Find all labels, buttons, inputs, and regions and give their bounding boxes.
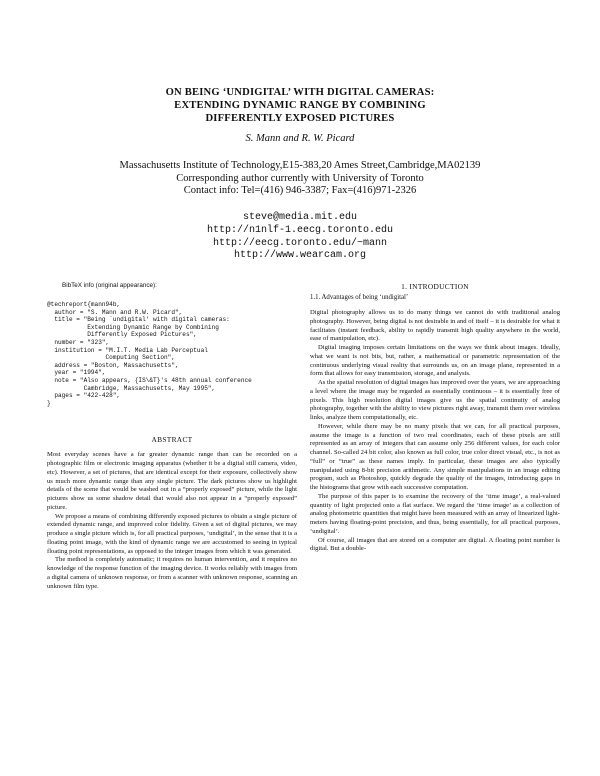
- authors: S. Mann and R. W. Picard: [245, 133, 355, 144]
- intro-paragraph: Digital imaging imposes certain limitations on the ways we think about images. Ideally, what we want is not bits, but, rather, a mathematical or parametric representation of the continuous underlying visual reality that surrounds us, on an image plane, represented in a form that allows for easy transmission, storage, and analysis.: [310, 344, 560, 378]
- bibtex-line: number = "323",: [47, 338, 110, 346]
- abstract-paragraph: The method is completely automatic; it requires no human intervention, and it requires no knowledge of the response function of the imaging device. It works reliably with images from a digital camera of unknown response, or from a scanner with unknown response, scanning an unknown film type.: [47, 556, 297, 590]
- left-column: [47, 282, 297, 591]
- introduction-heading: 1. INTRODUCTION: [401, 282, 469, 291]
- affiliation-line: Corresponding author currently with University of Toronto: [176, 172, 424, 184]
- subsection-heading: 1.1. Advantages of being ‘undigital’: [310, 294, 409, 301]
- bibtex-line: Computing Section",: [47, 354, 175, 362]
- intro-paragraph: The purpose of this paper is to examine the recovery of the ‘time image’, a real-valued quantity of light projected onto a flat surface. We regard the ‘time image’ as a collection of analog photometric quantities that might have been measured with an array of linearized light-meters having floating-point precision, and thus, being essentially, for all practical purposes, ‘undigital’.: [310, 492, 560, 535]
- abstract-heading: ABSTRACT: [151, 435, 193, 445]
- bibtex-heading: BibTeX info (original appearance):: [62, 282, 157, 289]
- bibtex-line: Cambridge, Massachusetts, May 1995",: [47, 384, 216, 392]
- bibtex-line: title = "Being `undigital' with digital cameras:: [47, 316, 230, 324]
- affiliation-line: Massachusetts Institute of Technology,E15-383,20 Ames Street,Cambridge,MA02139: [119, 160, 481, 171]
- url-link[interactable]: http://www.wearcam.org: [233, 250, 367, 262]
- bibtex-line: @techreport{mann94b,: [47, 301, 121, 308]
- bibtex-line: note = "Also appears, {IS\&T}'s 48th annual conference: [47, 376, 252, 384]
- introduction-body: [310, 309, 560, 554]
- url-link[interactable]: http://eecg.toronto.edu/~mann: [212, 237, 388, 249]
- affiliation: [0, 160, 600, 198]
- abstract-paragraph: Most everyday scenes have a far greater dynamic range than can be recorded on a photographic film or electronic imaging apparatus (whether it be a digital still camera, video, etc). However, a set of pictures, that are identical except for their exposure, collectively show us much more dynamic range than any single picture. The dark pictures show us highlight details of the scene that would be washed out in a “properly exposed” picture, while the light pictures show us some shadow detail that would also not appear in a “properly exposed” picture.: [47, 451, 297, 511]
- intro-paragraph: However, while there may be no many pixels that we can, for all practical purposes, assume the image is a function of two real coordinates, each of these pixels are still represented as an array of integers that can assume only 256 different values, for each color channel. So-called 24 bit color, also known as full color, true color direct visual, etc., is not as “full” or “true” as these names imply. In particular, these images are also typically manipulated using 8-bit precision arithmetic. Any simple manipulations in an image editing program, such as Photoshop, quickly degrade the quality of the images, introducing gaps in the histograms that grow with each successive computation.: [310, 422, 560, 491]
- abstract-body: [47, 451, 297, 591]
- url-link[interactable]: http://n1nlf-1.eecg.toronto.edu: [206, 224, 394, 236]
- bibtex-line: year = "1994",: [47, 369, 106, 377]
- intro-paragraph: As the spatial resolution of digital images has improved over the years, we are approaching a level where the image may be regarded as essentially continuous – it is essentially free of pixels. This high resolution digital images give us the spatial continuity of analog photography, together with the ability to view pictures right away, transmit them over wireless links, analyze them computationally, etc.: [310, 379, 560, 421]
- title-line: DIFFERENTLY EXPOSED PICTURES: [205, 113, 395, 124]
- affiliation-line: Contact info: Tel=(416) 946-3387; Fax=(416)971-2326: [183, 185, 417, 196]
- paper-title: [0, 86, 600, 125]
- email-link[interactable]: steve@media.mit.edu: [242, 212, 358, 223]
- bibtex-block: [47, 301, 297, 407]
- bibtex-line: Extending Dynamic Range by Combining: [47, 323, 219, 331]
- title-line: ON BEING ‘UNDIGITAL’ WITH DIGITAL CAMERAS:: [165, 87, 435, 98]
- bibtex-line: institution = "M.I.T. Media Lab Perceptual: [47, 346, 208, 354]
- bibtex-line: }: [47, 399, 51, 407]
- intro-paragraph: Digital photography allows us to do many things we cannot do with traditional analog photography. However, being digital is not desirable in and of itself – it is desirable for what it facilitates (instant feedback, ability to rapidly transmit high quality anywhere in the world, ease of manipulation, etc).: [310, 309, 560, 343]
- intro-paragraph: Of course, all images that are stored on a computer are digital. A floating point number is digital. But a double-: [310, 536, 560, 553]
- bibtex-line: Differently Exposed Pictures",: [47, 331, 197, 339]
- right-column: [310, 282, 560, 554]
- bibtex-line: address = "Boston, Massachusetts",: [47, 361, 179, 369]
- bibtex-line: author = "S. Mann and R.W. Picard",: [47, 308, 183, 316]
- title-line: EXTENDING DYNAMIC RANGE BY COMBINING: [174, 100, 426, 111]
- contact-urls: [0, 212, 600, 263]
- bibtex-line: pages = "422-428",: [47, 392, 121, 400]
- abstract-paragraph: We propose a means of combining differently exposed pictures to obtain a single picture of extended dynamic range, and improved color fidelity. Given a set of digital pictures, we may produce a single picture which is, for all practical purposes, ‘undigital’, in the sense that it is a floating point image, with the kind of dynamic range we are accustomed to seeing in typical floating point representations, as opposed to the integer images from which it was generated.: [47, 512, 297, 555]
